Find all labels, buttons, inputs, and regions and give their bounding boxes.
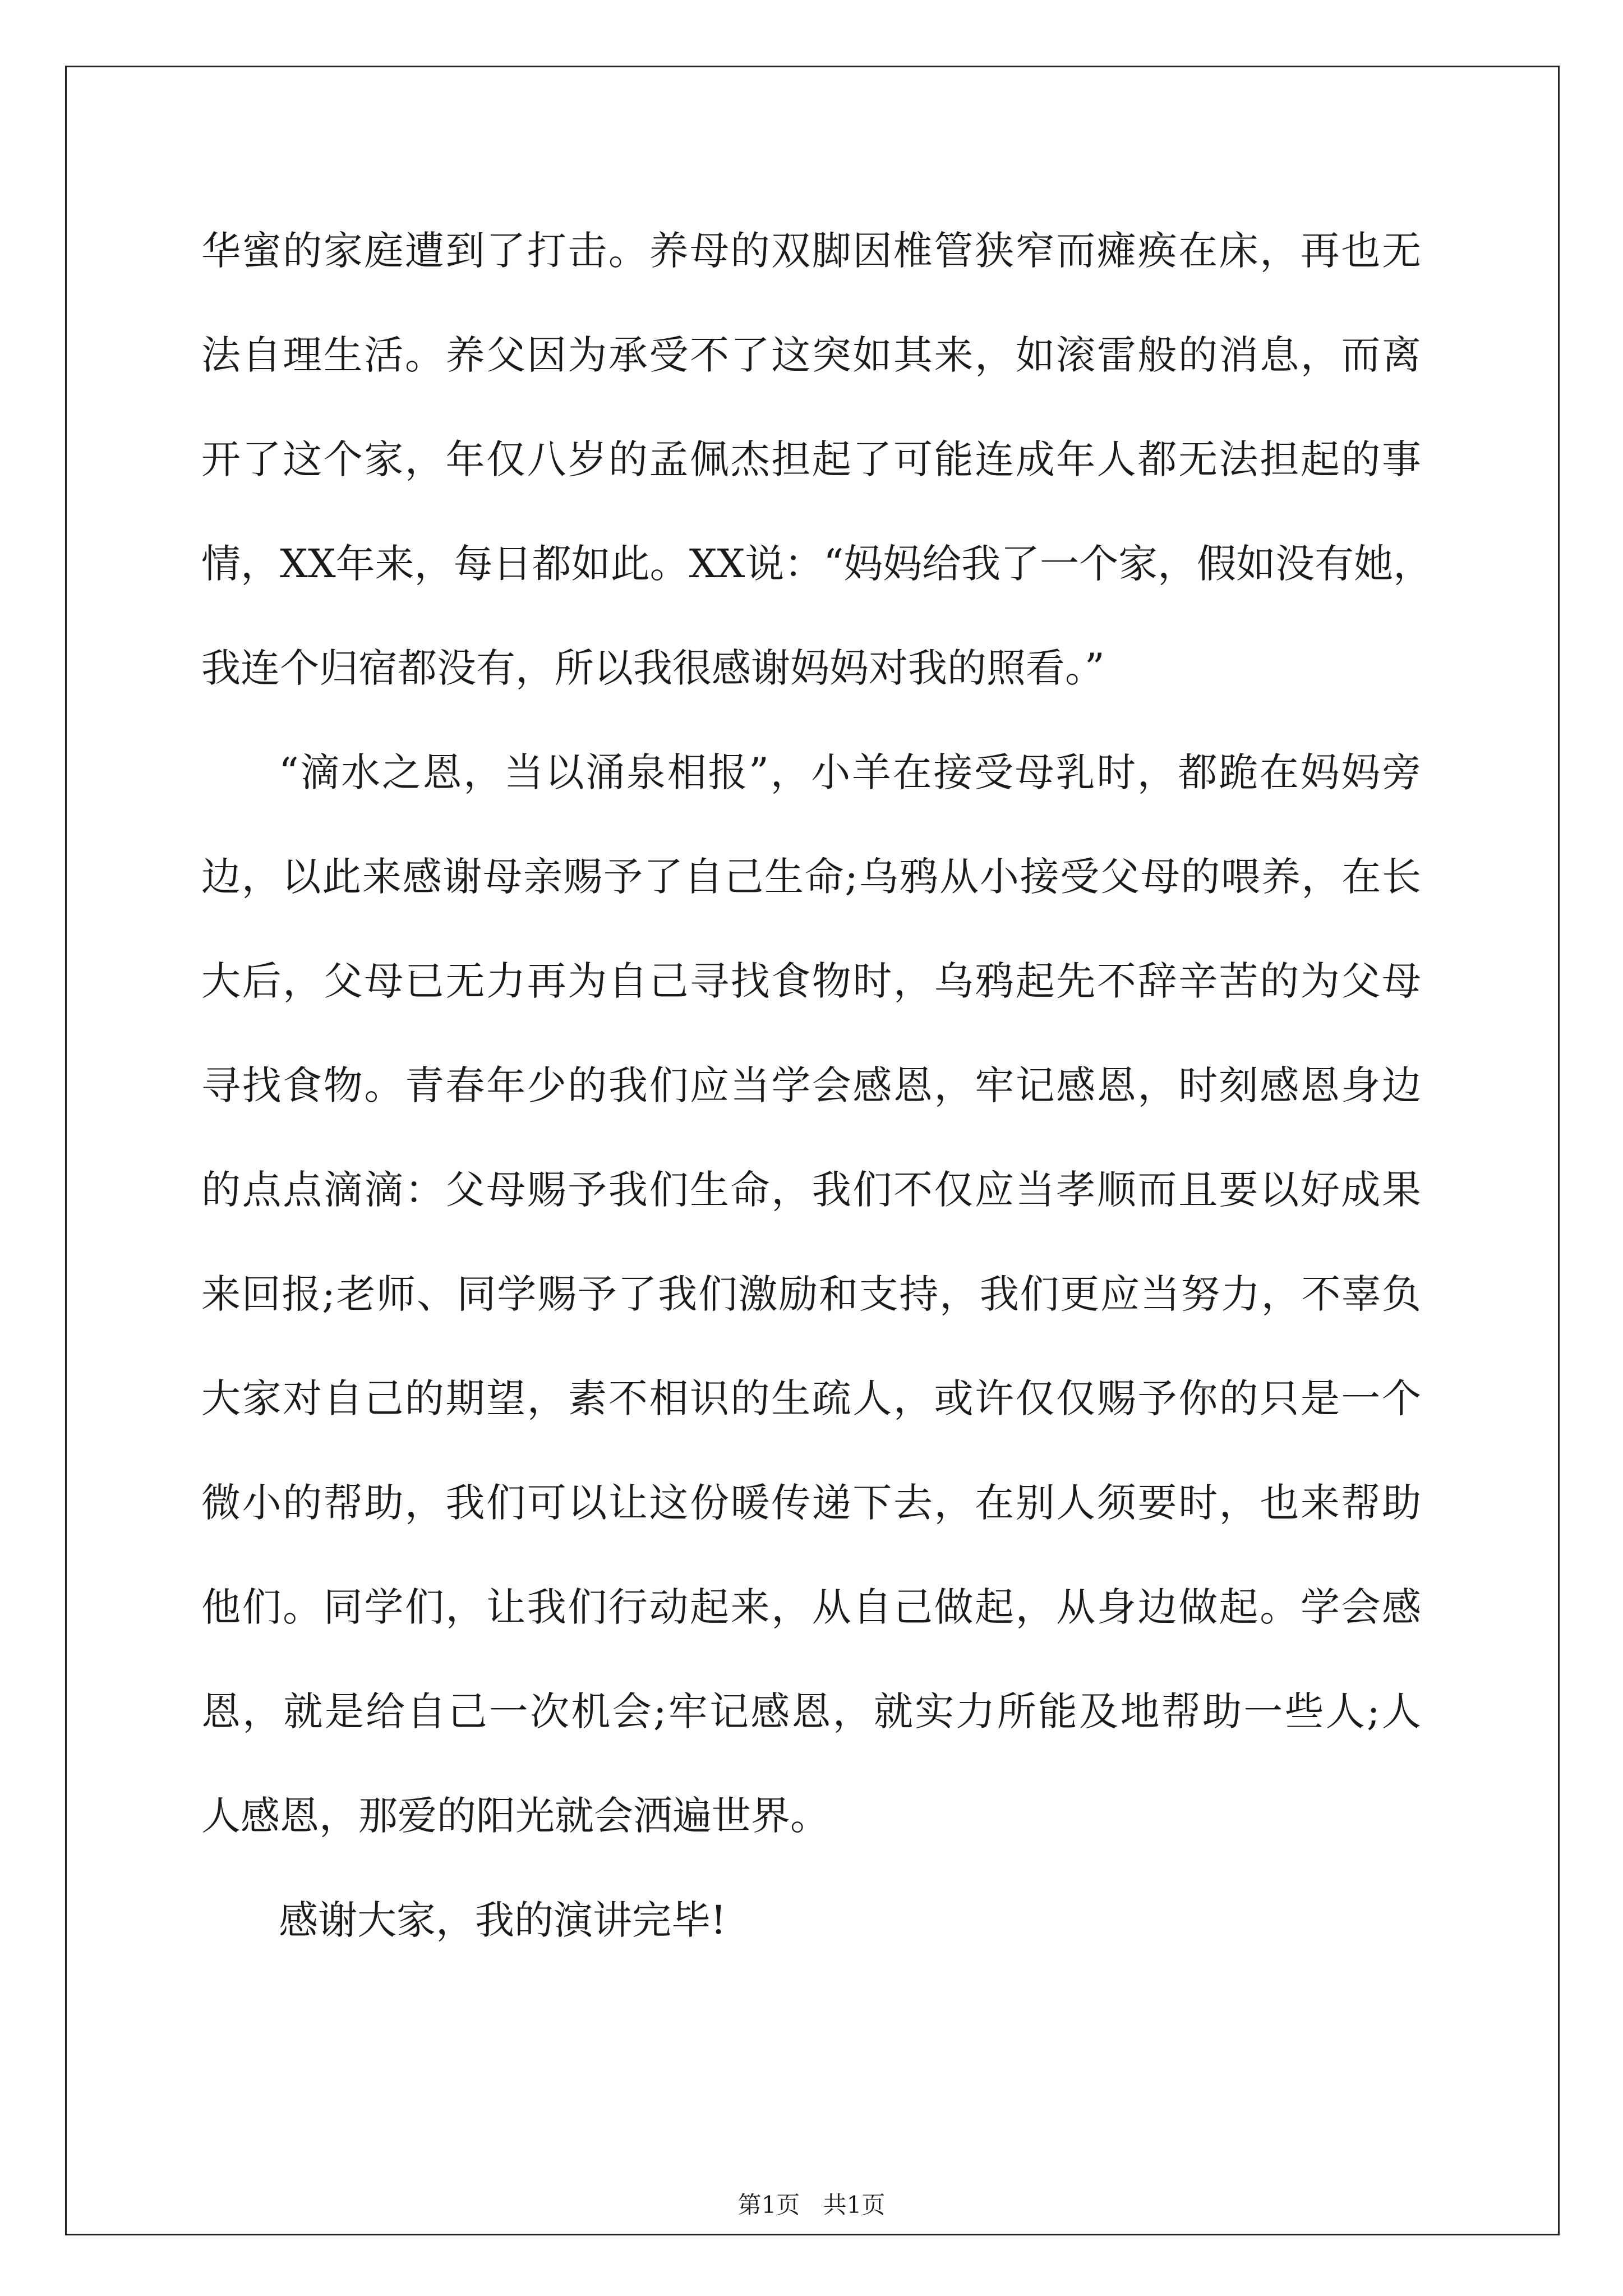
text-line: 恩，就是给自己一次机会;牢记感恩，就实力所能及地帮助一些人;人 bbox=[201, 1688, 1421, 1734]
text-line: 我连个归宿都没有，所以我很感谢妈妈对我的照看。” bbox=[201, 645, 1105, 691]
text-line: 寻找食物。青春年少的我们应当学会感恩，牢记感恩，时刻感恩身边 bbox=[201, 1062, 1421, 1108]
text-line: 的点点滴滴：父母赐予我们生命，我们不仅应当孝顺而且要以好成果 bbox=[201, 1167, 1421, 1213]
text-line: 微小的帮助，我们可以让这份暖传递下去，在别人须要时，也来帮助 bbox=[201, 1480, 1421, 1526]
text-line: 大家对自己的期望，素不相识的生疏人，或许仅仅赐予你的只是一个 bbox=[201, 1375, 1421, 1421]
page-number-current: 第1页 bbox=[737, 2191, 800, 2219]
text-line: 边，以此来感谢母亲赐予了自己生命;乌鸦从小接受父母的喂养，在长 bbox=[201, 854, 1421, 900]
text-line: 人感恩，那爱的阳光就会洒遍世界。 bbox=[201, 1793, 829, 1839]
text-line: 华蜜的家庭遭到了打击。养母的双脚因椎管狭窄而瘫痪在床，再也无 bbox=[201, 228, 1421, 274]
text-line: 他们。同学们，让我们行动起来，从自己做起，从身边做起。学会感 bbox=[201, 1584, 1421, 1630]
text-line: 来回报;老师、同学赐予了我们激励和支持，我们更应当努力，不辜负 bbox=[201, 1271, 1421, 1317]
page-number-total: 共1页 bbox=[823, 2191, 886, 2219]
paragraph-first-line: “滴水之恩，当以涌泉相报”，小羊在接受母乳时，都跪在妈妈旁 bbox=[279, 749, 1421, 795]
text-line: 情，XX年来，每日都如此。XX说：“妈妈给我了一个家，假如没有她， bbox=[201, 541, 1433, 587]
page-footer bbox=[0, 2193, 1623, 2217]
text-line: 开了这个家，年仅八岁的孟佩杰担起了可能连成年人都无法担起的事 bbox=[201, 436, 1421, 482]
text-line: 法自理生活。养父因为承受不了这突如其来，如滚雷般的消息，而离 bbox=[201, 332, 1421, 378]
closing-line: 感谢大家，我的演讲完毕! bbox=[279, 1897, 727, 1943]
text-line: 大后，父母已无力再为自己寻找食物时，乌鸦起先不辞辛苦的为父母 bbox=[201, 958, 1421, 1004]
